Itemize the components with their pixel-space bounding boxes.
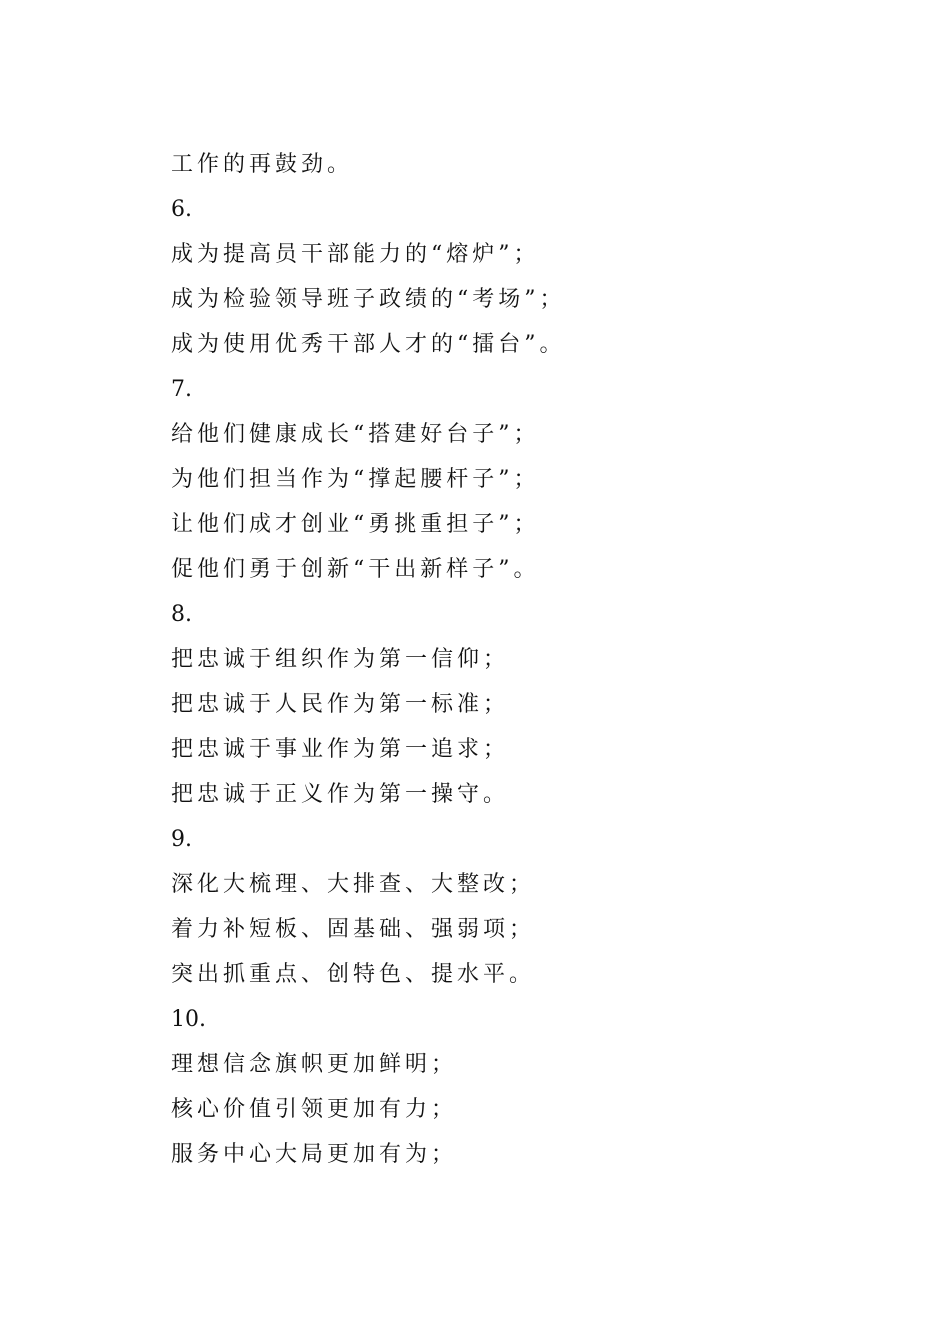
text-line: 核心价值引领更加有力； (171, 1097, 458, 1122)
section-number: 8. (171, 602, 192, 627)
section-number: 10. (171, 1007, 206, 1032)
document-body (171, 142, 871, 1177)
text-line: 把忠诚于正义作为第一操守。 (171, 782, 510, 807)
text-line: 成为提高员干部能力的“熔炉”； (171, 242, 540, 267)
text-line: 让他们成才创业“勇挑重担子”； (171, 512, 540, 537)
text-line: 服务中心大局更加有为； (171, 1142, 458, 1167)
text-line: 成为使用优秀干部人才的“擂台”。 (171, 332, 566, 357)
text-line: 把忠诚于人民作为第一标准； (171, 692, 510, 717)
text-line: 突出抓重点、创特色、提水平。 (171, 962, 536, 987)
section-number: 6. (171, 197, 192, 222)
section-number: 7. (171, 377, 192, 402)
text-line: 为他们担当作为“撑起腰杆子”； (171, 467, 540, 492)
text-line: 理想信念旗帜更加鲜明； (171, 1052, 458, 1077)
text-line: 着力补短板、固基础、强弱项； (171, 917, 536, 942)
text-line: 给他们健康成长“搭建好台子”； (171, 422, 540, 447)
section-number: 9. (171, 827, 192, 852)
text-line: 促他们勇于创新“干出新样子”。 (171, 557, 540, 582)
text-line: 工作的再鼓劲。 (171, 152, 354, 177)
text-line: 把忠诚于组织作为第一信仰； (171, 647, 510, 672)
text-line: 把忠诚于事业作为第一追求； (171, 737, 510, 762)
text-line: 成为检验领导班子政绩的“考场”； (171, 287, 566, 312)
text-line: 深化大梳理、大排查、大整改； (171, 872, 536, 897)
